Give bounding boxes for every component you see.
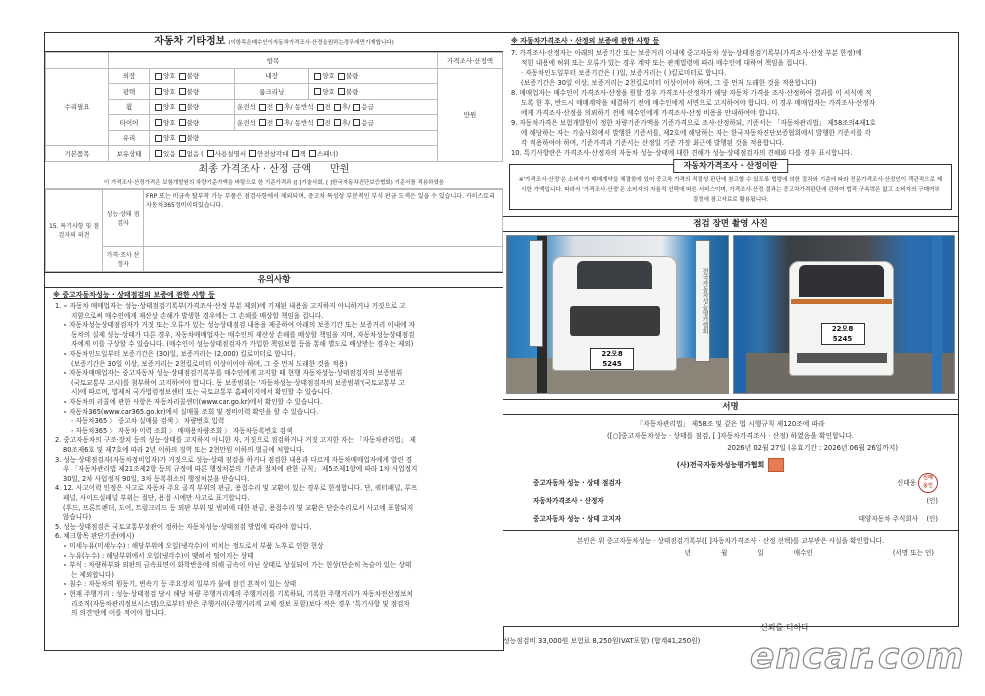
notice-line: 30일, 2차 사업정지 90일, 3차 등록취소의 행정처분을 받습니다.: [63, 474, 250, 483]
checkbox[interactable]: [155, 88, 162, 95]
notice-line: 패널, 사이드실패널 부위는 절단, 용접 시에만 사고로 표기합니다.: [63, 493, 250, 502]
guarantee-line: 10. 특기사항란은 가격조사·산정자의 자동차 성능·상태에 대한 견해가 성능·상태점검자의 견해와 다를 경우 표시합니다.: [511, 149, 853, 157]
group-basic: 기본품목: [46, 146, 109, 162]
appraiser-opinion: [144, 246, 503, 271]
checkbox[interactable]: [292, 150, 299, 157]
other-info-table: 항목 가격조사·산정액 수리필요 외장 양호 불량 내장 양호 불량 만원 광택 양호 불량 룸크리닝 양호 불량 휠 양호 불량 운전석 전 후/ 동반석 전 후/ 응급 타이어 양호 불량 운전석 전 후/ 동반석 전 후/ 응급 유리 양호 불량 기본품목 보유상태 있음 없음 ( 사용설명서 안전삼각대 잭 스패너): [45, 52, 503, 162]
signer-name: 태양자동차 주식회사: [858, 515, 919, 523]
row-label-interior: 내장: [235, 68, 309, 84]
personal-seal-icon: 신태 웅인: [918, 473, 938, 493]
notice-line: (후드, 프론트펜더, 도어, 트렁크리드 등 외판 부위 및 범퍼에 대한 판금, 용접수리 및 교환은 단순수리로서 사고에 포함되지: [63, 503, 414, 512]
notice-line: 6. 체크항목 판단기준(예시): [55, 532, 135, 541]
group-repair: 수리필요: [46, 68, 109, 146]
right-panel: [503, 32, 959, 627]
signer-role: 자동차가격조사 · 산정자: [533, 497, 604, 505]
notice-title: 유의사항: [45, 272, 503, 288]
guarantee-line: (보증기간은 30일 이상, 보증거리는 2천킬로미터 이상이어야 하며, 그 중 먼저 도래한 것을 적용합니다): [521, 79, 817, 87]
notice-heading: ※ 중고자동차성능 · 상태점검의 보증에 관한 사항 등: [53, 290, 215, 299]
checkbox[interactable]: [334, 104, 341, 111]
notice-line: - 자동차365 〉 중고차 실매물 검색 〉 차량번호 입력: [71, 417, 225, 426]
inspector-opinion: FRP 또는 비금속 탈부착 가능 부품은 점검사항에서 제외되며, 중고차 특성상 부분적인 부식 판금 도색은 있을 수 있습니다. 카히스토리 자동차365정비이력있습니다.: [144, 189, 503, 246]
checkbox[interactable]: [353, 104, 360, 111]
guarantee-line: 도록 한 후, 반드시 매매계약을 체결하기 전에 매수인에게 서면으로 고지하여야 합니다. 이 경우 매매업자는 가격조사·산정자: [521, 99, 876, 107]
photo-rear: [733, 235, 956, 394]
definition-title: 자동차가격조사 · 산정이란: [673, 159, 789, 173]
checkbox[interactable]: [259, 119, 266, 126]
notice-line: - 자동차365 〉 자동차 이력 조회 〉 매매용차량조회 〉 자동차등록번호 검색: [71, 426, 293, 435]
checkbox[interactable]: [179, 88, 186, 95]
receipt-block: [503, 530, 958, 559]
checkbox[interactable]: [353, 119, 360, 126]
notice-line: ∘ 부식 : 차량하부와 외판의 금속표면이 화학반응에 의해 금속이 아닌 상태로 상실되어 가는 현상(단순히 녹슬어 있는 상태: [63, 561, 412, 570]
notice-line: 지함으로써 매수인에게 재산상 손해가 발생한 경우에는 그 손해를 배상할 책임을 집니다.: [71, 311, 324, 320]
checkbox[interactable]: [338, 73, 345, 80]
checkbox[interactable]: [314, 88, 321, 95]
notice-line: ∘ 자동차인도일부터 보증기간은 (30)일, 보증거리는 (2,000) 킬로미터로 합니다.: [63, 350, 296, 359]
col-price: 가격조사·산정액: [438, 53, 503, 69]
checkbox[interactable]: [276, 104, 283, 111]
signature-section-title: 서명: [503, 399, 958, 415]
photo-front: [506, 235, 729, 394]
notice-list: [45, 288, 503, 619]
guarantee-line: 각 적용하여야 하며, 기준가격과 기준서는 산정일 기준 가장 최근에 발행된 것을 적용합니다.: [521, 139, 784, 147]
sign-confirm-line: ([○]중고자동차성능 · 상태를 점검, [ ]자동차가격조사 · 산정) 하였음을 확인합니다.: [607, 432, 854, 440]
checkbox[interactable]: [309, 150, 316, 157]
row-label-holding: 보유상태: [109, 146, 150, 162]
checkbox[interactable]: [317, 104, 324, 111]
final-amount-block: [45, 162, 503, 189]
checkbox[interactable]: [155, 104, 162, 111]
notice-line: ∘ 자동차의 리콜에 관한 사항은 자동차리콜센터(www.car.go.kr)에서 확인할 수 있습니다.: [63, 398, 323, 407]
receipt-buyer: 매수인: [793, 549, 813, 557]
notice-line: ∘ 자동차성능상태점검자가 거짓 또는 오류가 있는 성능상태점검 내용을 제공하여 아래의 보증기간 또는 보증거리 이내에 자: [63, 321, 415, 330]
signature-block: [503, 418, 958, 472]
signer-role: 중고자동차 성능 · 상태 점검자: [533, 479, 622, 487]
signer-row: [503, 494, 958, 508]
notice-line: 2. 중고자동차의 구조·장치 등의 성능·상태를 고지하지 아니한 자, 거짓으로 점검하거나 거짓 고지한 자는 「자동차관리법」 제: [55, 436, 416, 445]
notice-line: 5. 성능·상태점검은 국토교통부장관이 정하는 자동차성능·상태점검 방법에 따라야 합니다.: [55, 522, 312, 531]
opinion-label: 15. 특기사항 및 점검자의 의견: [46, 189, 103, 271]
notice-line: 않습니다): [63, 513, 92, 522]
notice-line: 자에게 이를 구상할 수 있습니다. (매수인이 성능상태점검자가 가입한 책임보험 등을 통해 별도로 배상받는 경우는 제외): [71, 340, 414, 349]
guarantee-line: 8. 매매업자는 매수인이 가격조사·산정을 원할 경우 가격조사·산정자가 해당 자동차 가격을 조사·산정하여 결과를 이 서식에 적: [511, 89, 872, 97]
sign-law-line: 「자동차관리법」 제58조 및 같은 법 시행규칙 제120조에 따라: [636, 420, 825, 428]
final-amount-note: 이 가격조사·산정가격은 보험개발원의 차량기준가액을 바탕으로 한 기준가격과 ([ ]기술사회, [ ]한국자동차진단보증협회) 기준서를 적용하였음: [103, 179, 445, 186]
notice-line: 리조직(자동차관리정보시스템)으로부터 받은 주행거리(주행거리계 교체 정보 포함)보다 적은 경우 '특기사항 및 점검자: [71, 599, 410, 608]
signer-role: 중고자동차 성능 · 상태 고지자: [533, 515, 622, 523]
checkbox[interactable]: [338, 88, 345, 95]
opinion-table: [45, 189, 503, 272]
checkbox[interactable]: [179, 119, 186, 126]
signer-row: [503, 472, 958, 494]
inspector-label: 성능·상태 점검자: [103, 189, 144, 246]
receipt-day: 일: [757, 549, 764, 557]
price-guarantee-heading: ※ 자동차가격조사 · 산정의 보증에 관한 사항 등: [511, 37, 660, 45]
slogan: 신뢰를 더하다: [760, 623, 809, 632]
inspection-fee: 성능점검비 33,000원 보험료 8,250원(VAT포함) (합계41,250원): [503, 637, 701, 645]
checkbox[interactable]: [314, 73, 321, 80]
appraiser-label: 가격·조사 산정자: [103, 246, 144, 271]
final-amount-unit: 만원: [330, 163, 350, 175]
encar-watermark: encar.com: [750, 636, 965, 677]
left-panel: [44, 32, 504, 651]
association-banner: 전국자동차성능평가협회: [695, 240, 710, 362]
receipt-month: 월: [720, 549, 728, 557]
checkbox[interactable]: [179, 150, 186, 157]
organization-seal-icon: [768, 458, 784, 472]
notice-line: ∘ 미세누유(미세누수) : 해당부위에 오일(냉각수)이 비치는 정도로서 부품 노후로 인한 현상: [63, 541, 324, 550]
receipt-confirm-line: 본인은 위 중고자동차성능 · 상태점검기록부([ ]자동차가격조사 · 산정 선택)를 교부받은 사실을 확인합니다.: [576, 537, 885, 545]
notice-line: ∘ 침수 : 자동차의 원동기, 변속기 등 주요장치 일부가 물에 잠긴 흔적이 있는 상태: [63, 580, 297, 589]
checkbox[interactable]: [179, 135, 186, 142]
signer-seal-mark: (인): [926, 497, 938, 505]
guarantee-line: · 자동차인도일부터 보증기간은 ( )일, 보증거리는 ( )킬로미터로 합니다.: [521, 69, 727, 77]
guarantee-line: 9. 자동차가격은 보험개발원이 정한 차량기준가액을 기준가격으로 조사·산정하되, 기준서는 「자동차관리법」 제58조의4제1호: [511, 119, 877, 127]
notice-line: 시)에 따르며, 법제처 국가법령정보센터 또는 국토교통부 홈페이지에서 확인할 수 있습니다.: [71, 388, 333, 397]
checkbox[interactable]: [155, 135, 162, 142]
row-label-gloss: 광택: [109, 84, 150, 100]
notice-line: (국토교통부 고시)를 첨부하여 고지하여야 합니다. 동 보증범위는 '자동차성능·상태점검자의 보증범위'(국토교통부 고: [71, 378, 405, 387]
checkbox[interactable]: [155, 119, 162, 126]
notice-line: ∘ 누유(누수) : 해당부위에서 오일(냉각수)이 맺혀서 떨어지는 상태: [63, 551, 254, 560]
section-note: (이항목은매수인이자동차가격조사·산정을원하는경우에만기재합니다): [228, 40, 394, 46]
notice-line: 4. 12. 사고이력 인정은 사고로 자동차 주요 골격 부위의 판금, 용접수리 및 교환이 있는 경우로 한정합니다. 단, 쿼터패널, 루프: [55, 484, 418, 493]
sign-date: 2026년 02월 27일 (유효기간 : 2026년 06월 26일까지): [727, 444, 898, 452]
guarantee-line: 에게 가격조사·산정을 의뢰하기 전에 매수인에게 가격조사·산정 비용을 안내하여야 합니다.: [521, 109, 780, 117]
row-label-tire: 타이어: [109, 115, 150, 131]
photo-section-title: 점검 장면 촬영 사진: [503, 216, 958, 232]
section-title: 자동차 기타정보: [154, 36, 226, 47]
notice-line: ∘ 자동차365(www.car365.go.kr)에서 실매물 조회 및 정비이력 확인을 할 수 있습니다.: [63, 407, 319, 416]
checkbox[interactable]: [179, 73, 186, 80]
notice-line: 80조제6호 및 제7호에 따라 2년 이하의 징역 또는 2천만원 이하의 벌금에 처합니다.: [63, 446, 305, 454]
notice-line: 의 의견'란에 이를 적어야 합니다.: [71, 609, 167, 618]
definition-box: [509, 161, 952, 210]
guarantee-line: 7. 가격조사·산정자는 아래의 보증기간 또는 보증거리 이내에 중고자동차 성능·상태점검기록부(가격조사·산정 부분 한정)에: [511, 49, 862, 57]
notice-line: ∘ 현재 주행거리 : 성능·상태점검 당시 해당 차량 주행거리계의 주행거리를 기록하되, 기록한 주행거리가 자동차전산정보처: [63, 589, 413, 598]
checkbox[interactable]: [276, 119, 283, 126]
checkbox[interactable]: [207, 150, 214, 157]
price-guarantee-list: [503, 33, 958, 158]
col-item: 항목: [109, 53, 438, 69]
notice-line: (보증기간은 30일 이상, 보증거리는 2천킬로미터 이상이어야 하며, 그 중 먼저 도래한 것을 적용): [71, 359, 348, 368]
signer-seal-mark: (인): [926, 515, 938, 523]
price-unit: 만원: [438, 68, 503, 161]
guarantee-line: 에 해당하는 자는 기술사회에서 발행한 기준서를, 제2호에 해당하는 자는 한국자동차진단보증협회에서 발행한 기준서를 각: [521, 129, 871, 137]
notice-line: 는 제외합니다): [71, 570, 114, 579]
license-plate: 22오8 5245: [821, 323, 865, 345]
row-label-exterior: 외장: [109, 68, 150, 84]
checkbox[interactable]: [155, 73, 162, 80]
notice-line: 1. ∘ 자동차 매매업자는 성능·상태점검기록부(가격조사·산정 부분 제외)에 기재된 내용을 고지하지 아니하거나 거짓으로 고: [55, 302, 406, 311]
row-label-wheel: 휠: [109, 99, 150, 115]
receipt-sign: (서명 또는 인): [892, 549, 934, 557]
guarantee-line: 적힌 내용에 허위 또는 오류가 있는 경우 계약 또는 관계법령에 따라 매수인에 대하여 책임을 집니다.: [521, 59, 808, 67]
checkbox[interactable]: [259, 104, 266, 111]
signer-name: 신태웅: [896, 479, 916, 487]
checkbox[interactable]: [179, 104, 186, 111]
receipt-year: 년: [684, 549, 691, 557]
notice-line: 우 「자동차관리법 제21조제2항 등의 규정에 따른 행정처분의 기준과 절차에 관한 규칙」 제5조제1항에 따라 1차 사업정지: [63, 465, 418, 474]
other-info-header: [45, 33, 503, 52]
checkbox[interactable]: [249, 150, 256, 157]
row-label-room-cleaning: 룸크리닝: [235, 84, 309, 100]
definition-text: ※'가격조사·산정'은 소비자가 매매계약을 체결함에 있어 중고차 가격의 적절성 판단에 참고할 수 있도록 법령에 의한 절차와 기준에 따라 전문가격조사·산정인이 객관적으로 제시한 가액입니다. 따라서 '가격조사·산정'은 소비자의 자율적 선택에 따른 서비스이며, 가격조사·산정 결과는 중고차가격판단에 관하여 법적 구속력은 없고 소비자의 구매여부 결정에 참고자료로 활용됩니다.: [518, 177, 943, 203]
final-amount-label: 최종 가격조사 · 산정 금액: [198, 163, 312, 175]
notice-line: ∘ 자동차매매업자는 중고자동차 성능·상태점검기록부를 매수인에게 고지할 때 현행 자동차성능·상태점검자의 보증범위: [63, 369, 403, 378]
notice-line: 동차의 실제 성능·상태가 다른 경우, 자동차매매업자는 매수인의 재산상 손해를 배상할 책임을 지며, 자동차성능상태점검: [71, 330, 415, 339]
checkbox[interactable]: [317, 119, 324, 126]
signer-row: [503, 508, 958, 530]
license-plate: 22오8 5245: [590, 348, 634, 370]
row-label-glass: 유리: [109, 130, 150, 146]
sign-organization: (사)전국자동차성능평가협회: [676, 461, 765, 469]
checkbox[interactable]: [334, 119, 341, 126]
checkbox[interactable]: [155, 150, 162, 157]
notice-line: 3. 성능·상태점검자(자동차정비업자)가 거짓으로 성능·상태 점검을 하거나 점검한 내용과 다르게 자동차매매업자에게 알린 경: [55, 455, 413, 464]
inspection-photos: [503, 232, 958, 397]
